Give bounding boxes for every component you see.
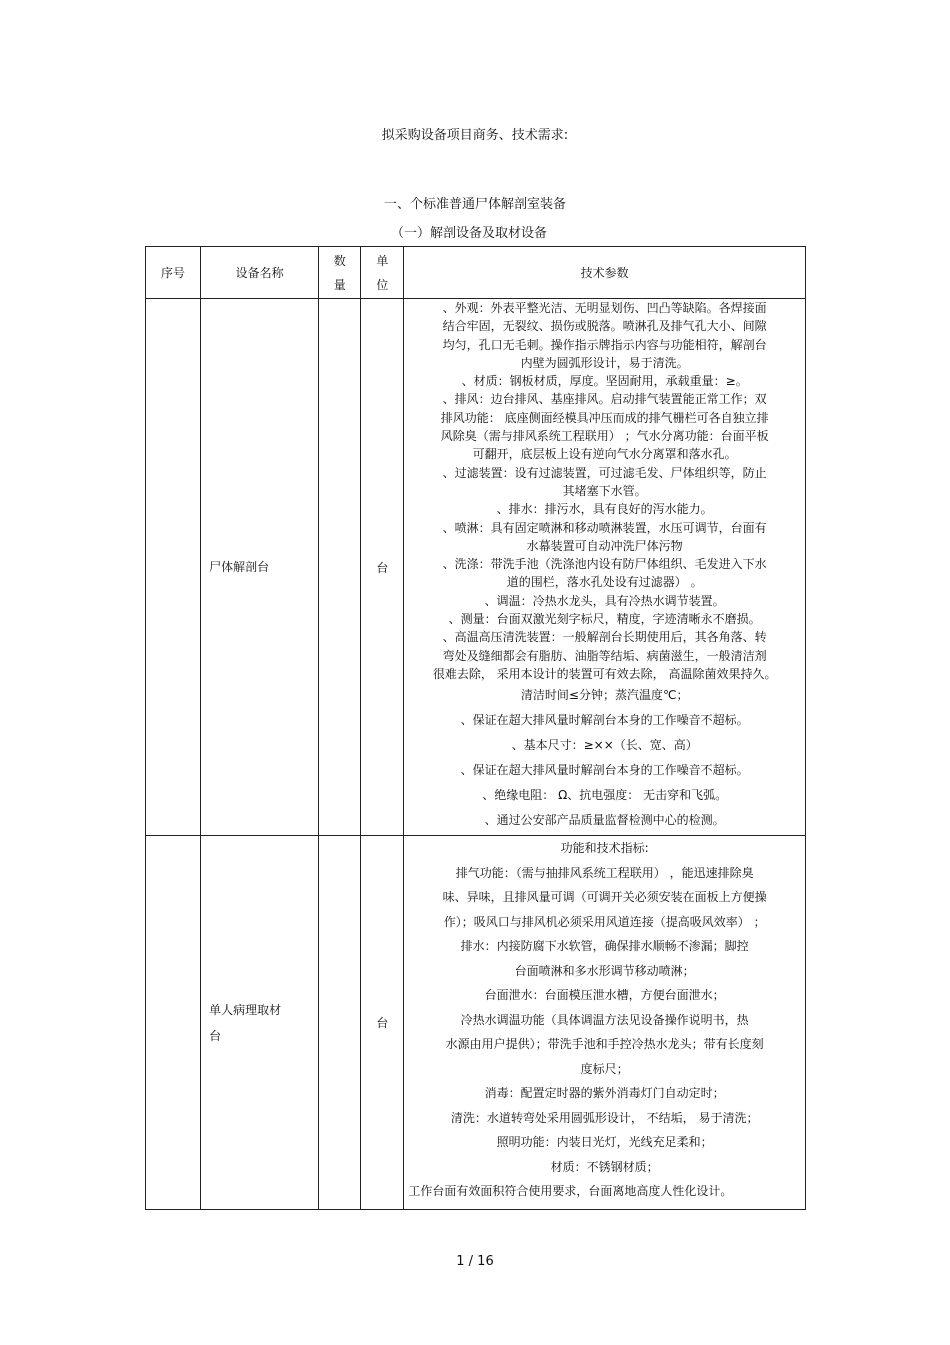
- row-tech-params: [404, 299, 806, 836]
- tech-line: 均匀，孔口无毛刺。操作指示牌指示内容与功能相符，解剖台: [442, 337, 767, 352]
- tech-line: 功能和技术指标:: [560, 841, 649, 855]
- equipment-name-line: 单人病理取材: [209, 1002, 282, 1017]
- equipment-spec-table: [145, 246, 806, 1210]
- tech-line: 工作台面有效面积符合使用要求，台面离地高度人性化设计。: [408, 1184, 733, 1198]
- row-unit: 台: [361, 299, 404, 836]
- header-serial-no: 序号: [146, 247, 201, 299]
- header-tech-params: 技术参数: [404, 247, 806, 299]
- tech-line: 、高温高压清洗装置：一般解剖台长期使用后，其各角落、转: [442, 630, 767, 645]
- tech-line: 台面喷淋和多水形调节移动喷淋；: [514, 963, 695, 978]
- tech-line: 水源由用户提供）；带洗手池和手控冷热水龙头；带有长度刻: [445, 1037, 764, 1051]
- tech-line: 清洁时间≤分钟；蒸汽温度℃；: [520, 688, 689, 703]
- tech-line: 、排风：边台排风、基座排风。启动排气装置能正常工作；双: [442, 392, 767, 407]
- tech-line: 道的围栏，落水孔处设有过滤器） 。: [506, 575, 703, 590]
- tech-line: 度标尺；: [580, 1061, 629, 1076]
- tech-line: 可翻开，底层板上设有逆向气水分离罩和落水孔。: [472, 447, 737, 462]
- tech-line: 、绝缘电阻： Ω、抗电强度： 无击穿和飞弧。: [482, 788, 728, 803]
- row-quantity: [319, 299, 361, 836]
- tech-line: 、调温：冷热水龙头，具有冷热水调节装置。: [484, 593, 725, 608]
- tech-line: 、外观：外表平整光洁、无明显划伤、凹凸等缺陷。各焊接面: [442, 301, 767, 315]
- tech-line: 、材质：钢板材质，厚度。坚固耐用，承载重量：≥。: [461, 374, 748, 389]
- tech-line: 、保证在超大排风量时解剖台本身的工作噪音不超标。: [460, 763, 749, 778]
- tech-line: 很难去除， 采用本设计的装置可有效去除， 高温除菌效果持久。: [432, 666, 777, 681]
- row-equipment-name: [201, 836, 319, 1210]
- tech-line: 内壁为圆弧形设计，易于清洗。: [520, 355, 689, 370]
- tech-line: 水幕装置可自动冲洗尸体污物: [526, 538, 683, 553]
- tech-line: 风除臭（需与排风系统工程联用） ；气水分离功能：台面平板: [440, 429, 769, 444]
- row-serial-no: [146, 836, 201, 1210]
- header-quantity-char1: 数: [333, 253, 346, 268]
- tech-line: 、基本尺寸：≥××（长、宽、高）: [511, 738, 698, 753]
- tech-line: 排风功能： 底座侧面经模具冲压而成的排气栅栏可各自独立排: [440, 410, 769, 425]
- tech-line: 作）；吸风口与排风机必须采用风道连接（提高吸风效率） ；: [443, 914, 766, 929]
- header-equipment-name: 设备名称: [201, 247, 319, 299]
- tech-line: 冷热水调温功能（具体调温方法见设备操作说明书，热: [460, 1012, 749, 1027]
- table-header-row: [146, 247, 806, 299]
- table-row: [146, 299, 806, 836]
- tech-line: 其堵塞下水管。: [562, 483, 647, 498]
- tech-line: 、过滤装置：设有过滤装置，可过滤毛发、尸体组织等，防止: [442, 465, 767, 480]
- tech-line: 、喷淋：具有固定喷淋和移动喷淋装置，水压可调节，台面有: [442, 520, 767, 535]
- row-tech-params: [404, 836, 806, 1210]
- document-title: 拟采购设备项目商务、技术需求:: [381, 128, 569, 143]
- page-number: 1 / 16: [456, 1254, 494, 1269]
- tech-line: 、洗涤：带洗手池（洗涤池内设有防尸体组织、毛发进入下水: [442, 557, 767, 572]
- tech-line: 排气功能：（需与抽排风系统工程联用） ，能迅速排除臭: [455, 865, 754, 880]
- tech-line: 、排水：排污水，具有良好的泻水能力。: [496, 502, 713, 517]
- tech-line: 照明功能：内装日光灯，光线充足柔和；: [496, 1135, 713, 1149]
- row-unit: 台: [361, 836, 404, 1210]
- table-row: [146, 836, 806, 1210]
- tech-line: 、通过公安部产品质量监督检测中心的检测。: [484, 813, 725, 828]
- tech-line: 味、异味，且排风量可调（可调开关必须安装在面板上方便操: [442, 890, 767, 904]
- tech-line: 排水：内接防腐下水软管，确保排水顺畅不渗漏；脚控: [460, 939, 749, 953]
- tech-line: 清洗：水道转弯处采用圆弧形设计， 不结垢， 易于清洗；: [450, 1110, 759, 1125]
- equipment-name-line: 尸体解剖台: [209, 560, 270, 574]
- tech-line: 弯处及缝细都会有脂肪、油脂等结垢、病菌滋生，一般清洁剂: [442, 648, 767, 663]
- tech-line: 、测量：台面双激光刻字标尺，精度，字迹清晰永不磨损。: [448, 612, 761, 627]
- header-quantity-char2: 量: [333, 277, 346, 292]
- header-quantity: [319, 247, 361, 299]
- header-unit-char2: 位: [376, 277, 389, 292]
- row-equipment-name: [201, 299, 319, 836]
- tech-line: 材质：不锈钢材质；: [550, 1159, 659, 1174]
- row-quantity: [319, 836, 361, 1210]
- tech-line: 台面泄水：台面模压泄水槽，方便台面泄水；: [484, 988, 725, 1002]
- header-unit-char1: 单: [376, 253, 389, 268]
- header-unit: [361, 247, 404, 299]
- tech-line: 、保证在超大排风量时解剖台本身的工作噪音不超标。: [460, 713, 749, 728]
- row-serial-no: [146, 299, 201, 836]
- tech-line: 消毒：配置定时器的紫外消毒灯门自动定时；: [484, 1086, 725, 1100]
- section-heading: 一、个标准普通尸体解剖室装备: [383, 197, 566, 212]
- subsection-heading: （一）解剖设备及取材设备: [390, 226, 547, 241]
- tech-line: 结合牢固，无裂纹、损伤或脱落。喷淋孔及排气孔大小、间隙: [442, 319, 767, 334]
- equipment-name-line: 台: [209, 1028, 222, 1043]
